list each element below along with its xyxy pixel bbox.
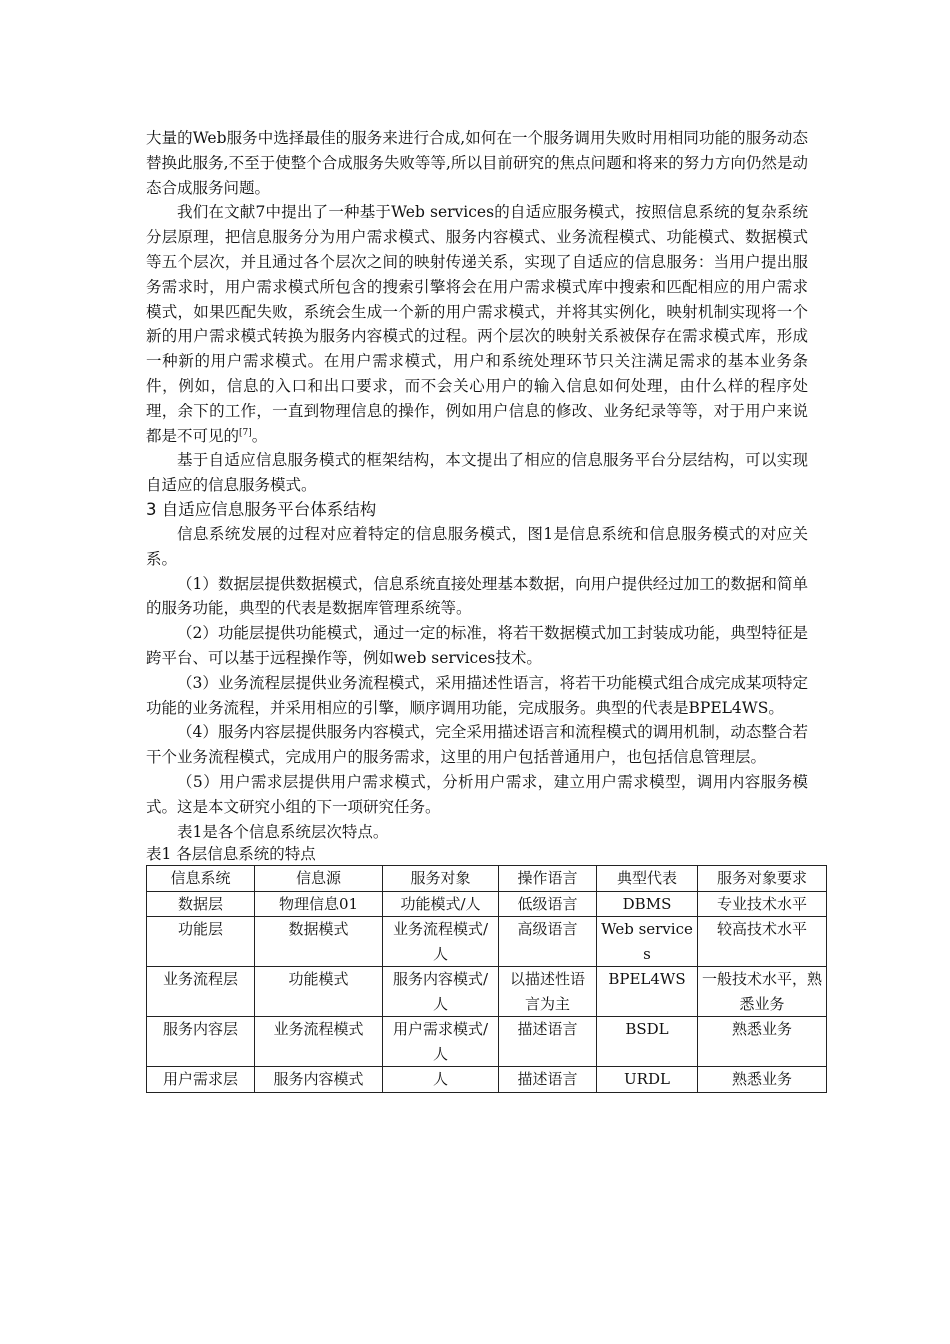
paragraph-end-punct: 。: [251, 426, 268, 445]
table-header-cell: 信息系统: [147, 866, 255, 892]
citation-reference: [7]: [239, 427, 252, 438]
table-cell: 服务内容模式: [255, 1067, 383, 1093]
paragraph-function-layer: （2）功能层提供功能模式，通过一定的标准，将若干数据模式加工封装成功能，典型特征是跨平台、可以基于远程操作等，例如web services技术。: [146, 624, 808, 667]
table-header-cell: 信息源: [255, 866, 383, 892]
table-header-cell: 操作语言: [499, 866, 597, 892]
table-cell: 业务流程模式/人: [383, 917, 499, 967]
paragraph-demand-layer: （5）用户需求层提供用户需求模式，分析用户需求，建立用户需求模型，调用内容服务模式。这是本文研究小组的下一项研究任务。: [146, 772, 808, 816]
table-cell: 用户需求层: [147, 1067, 255, 1093]
table-header-cell: 服务对象要求: [698, 866, 827, 892]
page-content: [146, 126, 823, 1093]
table-cell: 服务内容层: [147, 1017, 255, 1067]
table-cell: 服务内容模式/人: [383, 967, 499, 1017]
table-cell: 功能层: [147, 917, 255, 967]
paragraph-intro: 信息系统发展的过程对应着特定的信息服务模式，图1是信息系统和信息服务模式的对应关系。: [146, 524, 808, 568]
layer-features-table: [146, 865, 827, 1093]
table-caption: 表1 各层信息系统的特点: [146, 845, 316, 864]
table-cell: 功能模式/人: [383, 891, 499, 917]
table-row: [147, 917, 827, 967]
table-cell: Web services: [597, 917, 698, 967]
table-cell: 数据层: [147, 891, 255, 917]
table-header-cell: 典型代表: [597, 866, 698, 892]
section-heading: 3 自适应信息服务平台体系结构: [146, 499, 377, 519]
table-row: [147, 967, 827, 1017]
table-cell: 一般技术水平，熟悉业务: [698, 967, 827, 1017]
table-cell: 用户需求模式/人: [383, 1017, 499, 1067]
table-cell: DBMS: [597, 891, 698, 917]
table-cell: 数据模式: [255, 917, 383, 967]
table-cell: 业务流程层: [147, 967, 255, 1017]
paragraph-continuation: 大量的Web服务中选择最佳的服务来进行合成,如何在一个服务调用失败时用相同功能的服务动态替换此服务,不至于使整个合成服务失败等等,所以目前研究的焦点问题和将来的努力方向仍然是动态合成服务问题。: [146, 129, 808, 197]
table-cell: 低级语言: [499, 891, 597, 917]
table-cell: 高级语言: [499, 917, 597, 967]
table-cell: 描述语言: [499, 1017, 597, 1067]
paragraph-process-layer: （3）业务流程层提供业务流程模式，采用描述性语言，将若干功能模式组合成完成某项特定功能的业务流程，并采用相应的引擎，顺序调用功能，完成服务。典型的代表是BPEL4WS。: [146, 673, 808, 717]
table-cell: 熟悉业务: [698, 1067, 827, 1093]
table-cell: 物理信息01: [255, 891, 383, 917]
paragraph-text: 我们在文献7中提出了一种基于Web services的自适应服务模式，按照信息系统的复杂系统分层原理，把信息服务分为用户需求模式、服务内容模式、业务流程模式、功能模式、数据模式等五个层次，并且通过各个层次之间的映射传递关系，实现了自适应的信息服务：当用户提出服务需求时，用户需求模式所包含的搜索引擎将会在用户需求模式库中搜索和匹配相应的用户需求模式，如果匹配失败，系统会生成一个新的用户需求模式，并将其实例化，映射机制实现将一个新的用户需求模式转换为服务内容模式的过程。两个层次的映射关系被保存在需求模式库，形成一种新的用户需求模式。在用户需求模式，用户和系统处理环节只关注满足需求的基本业务条件，例如，信息的入口和出口要求，而不会关心用户的输入信息如何处理，由什么样的程序处理，余下的工作，一直到物理信息的操作，例如用户信息的修改、业务纪录等等，对于用户来说都是不可见的: [146, 203, 808, 445]
table-cell: URDL: [597, 1067, 698, 1093]
table-header-cell: 服务对象: [383, 866, 499, 892]
table-row: [147, 1017, 827, 1067]
table-row: [147, 891, 827, 917]
paragraph-table-intro: 表1是各个信息系统层次特点。: [177, 822, 389, 841]
table-cell: 人: [383, 1067, 499, 1093]
table-cell: 功能模式: [255, 967, 383, 1017]
table-cell: BSDL: [597, 1017, 698, 1067]
table-cell: 业务流程模式: [255, 1017, 383, 1067]
table-row: [147, 1067, 827, 1093]
table-cell: 熟悉业务: [698, 1017, 827, 1067]
paragraph-adaptive-service-mode: [146, 200, 808, 448]
table-cell: 专业技术水平: [698, 891, 827, 917]
table-cell: BPEL4WS: [597, 967, 698, 1017]
table-cell: 以描述性语言为主: [499, 967, 597, 1017]
table-cell: 较高技术水平: [698, 917, 827, 967]
table-header-row: [147, 866, 827, 892]
paragraph-content-layer: （4）服务内容层提供服务内容模式，完全采用描述语言和流程模式的调用机制，动态整合若干个业务流程模式，完成用户的服务需求，这里的用户包括普通用户，也包括信息管理层。: [146, 723, 808, 767]
paragraph-data-layer: （1）数据层提供数据模式，信息系统直接处理基本数据，向用户提供经过加工的数据和简单的服务功能，典型的代表是数据库管理系统等。: [146, 574, 808, 618]
paragraph-framework: 基于自适应信息服务模式的框架结构，本文提出了相应的信息服务平台分层结构，可以实现自适应的信息服务模式。: [146, 451, 808, 495]
table-cell: 描述语言: [499, 1067, 597, 1093]
